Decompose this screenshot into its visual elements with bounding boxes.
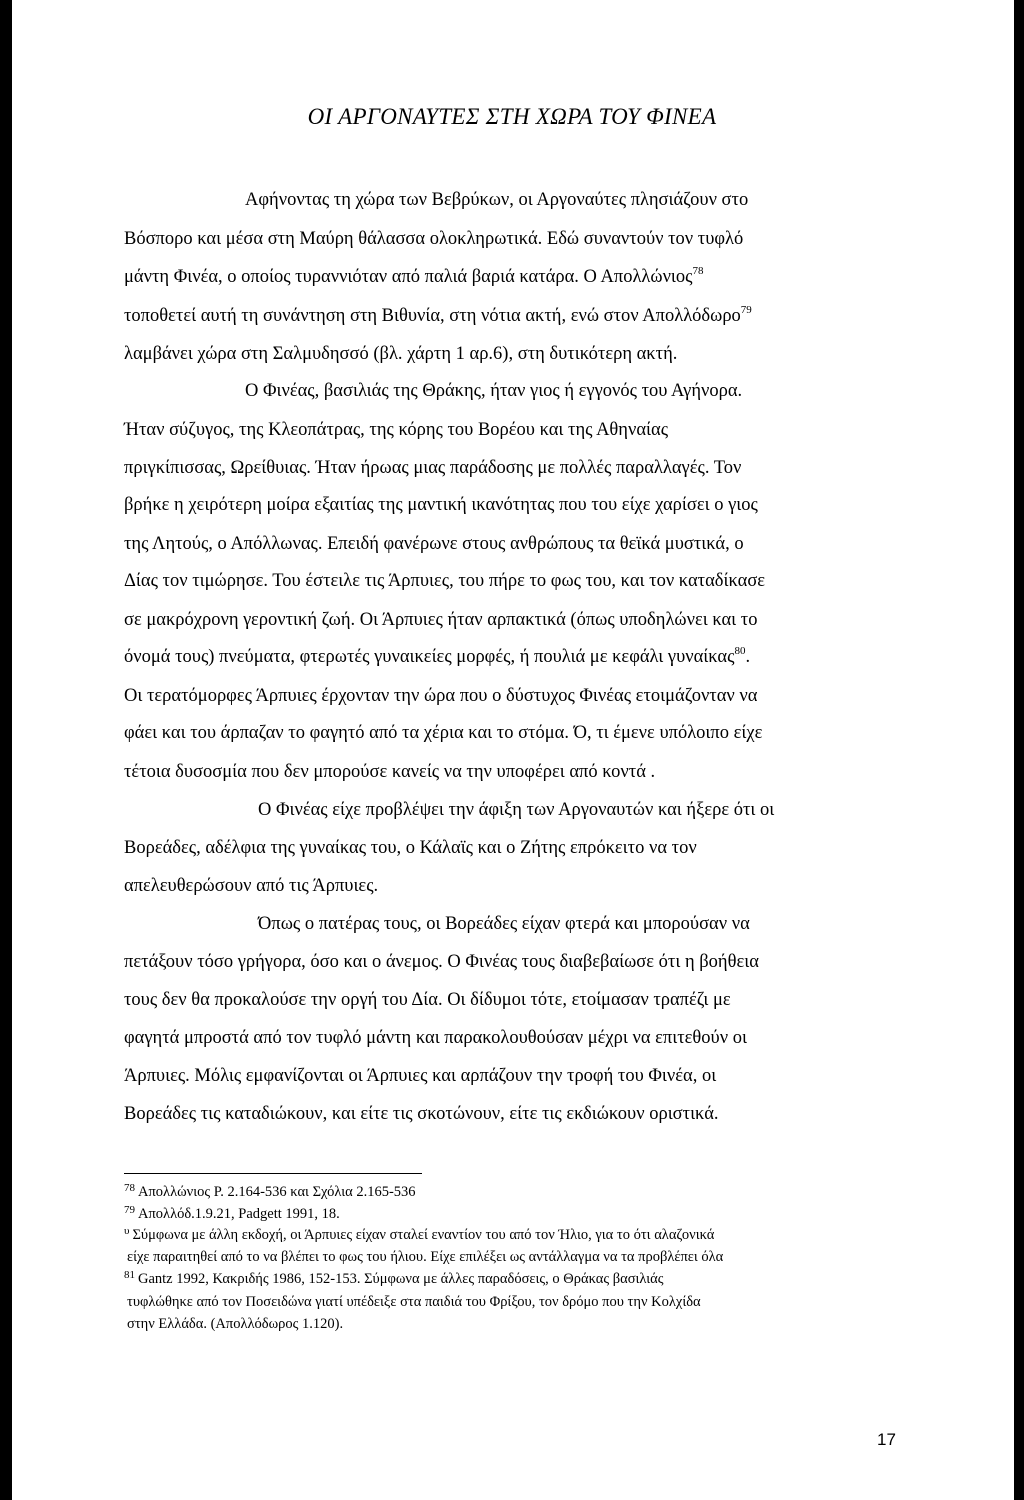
body-line: Ήταν σύζυγος, της Κλεοπάτρας, της κόρης του Βορέου και της Αθηναίας xyxy=(124,420,669,440)
footnote: $^{81}$ Gantz 1992, Κακριδής 1986, 152-153. Σύμφωνα με άλλες παραδόσεις, ο Θράκας βασιλιάς xyxy=(124,1269,664,1287)
footnote: είχε παραιτηθεί από το να βλέπει το φως του ήλιου. Είχε επιλέξει ως αντάλλαγμα να τα προβλέπει όλα xyxy=(127,1249,724,1265)
page-title: ΟΙ ΑΡΓΟΝΑΥΤΕΣ ΣΤΗ ΧΩΡΑ ΤΟΥ ΦΙΝΕΑ xyxy=(307,104,717,129)
body-line: τοποθετεί αυτή τη συνάντηση στη Βιθυνία, στη νότια ακτή, ενώ στον Απολλόδωρο$^{79}$ xyxy=(124,304,752,326)
footnote: στην Ελλάδα. (Απολλόδωρος 1.120). xyxy=(127,1316,344,1332)
body-line: βρήκε η χειρότερη μοίρα εξαιτίας της μαντική ικανότητας που του είχε χαρίσει ο γιος xyxy=(124,495,758,515)
footnote: τυφλώθηκε από τον Ποσειδώνα γιατί υπέδειξε στα παιδιά του Φρίξου, τον δρόμο που την Κολχίδα xyxy=(127,1294,701,1310)
footnote-ref: 80 xyxy=(734,645,746,657)
body-line: Όπως ο πατέρας τους, οι Βορεάδες είχαν φτερά και μπορούσαν να xyxy=(258,914,750,934)
body-line: τέτοια δυσοσμία που δεν μπορούσε κανείς να την υποφέρει από κοντά . xyxy=(124,762,656,782)
body-line: Ο Φινέας είχε προβλέψει την άφιξη των Αργοναυτών και ήξερε ότι οι xyxy=(258,800,775,820)
footnote-separator xyxy=(124,1173,422,1174)
footnote-ref: 78 xyxy=(692,265,704,277)
body-line: απελευθερώσουν από τις Άρπυιες. xyxy=(124,876,379,896)
body-line: Βορεάδες τις καταδιώκουν, και είτε τις σκοτώνουν, είτε τις εκδιώκουν οριστικά. xyxy=(124,1104,719,1124)
body-line: τους δεν θα προκαλούσε την οργή του Δία. Οι δίδυμοι τότε, ετοίμασαν τραπέζι με xyxy=(124,990,731,1010)
body-line: φαγητά μπροστά από τον τυφλό μάντη και παρακολουθούσαν μέχρι να επιτεθούν οι xyxy=(124,1028,747,1048)
body-line: Βορεάδες, αδέλφια της γυναίκας του, ο Κάλαϊς και ο Ζήτης επρόκειτο να τον xyxy=(124,838,697,858)
page-number: 17 xyxy=(877,1430,896,1449)
body-line: πετάξουν τόσο γρήγορα, όσο και ο άνεμος. Ο Φινέας τους διαβεβαίωσε ότι η βοήθεια xyxy=(124,952,759,972)
body-line: σε μακρόχρονη γεροντική ζωή. Οι Άρπυιες ήταν αρπακτικά (όπως υποδηλώνει και το xyxy=(124,610,758,630)
body-line: Οι τερατόμορφες Άρπυιες έρχονταν την ώρα που ο δύστυχος Φινέας ετοιμάζονταν να xyxy=(124,686,758,706)
body-line: Δίας τον τιμώρησε. Του έστειλε τις Άρπυιες, του πήρε το φως του, και τον καταδίκασε xyxy=(124,571,766,591)
footnote: $^{78}$ Απολλώνιος Ρ. 2.164-536 και Σχόλια 2.165-536 xyxy=(124,1182,416,1200)
footnote-ref: 79 xyxy=(740,304,752,316)
body-line: λαμβάνει χώρα στη Σαλμυδησσό (βλ. χάρτη 1 αρ.6), στη δυτικότερη ακτή. xyxy=(124,344,678,364)
body-line: φάει και του άρπαζαν το φαγητό από τα χέρια και το στόμα. Ό, τι έμενε υπόλοιπο είχε xyxy=(124,723,763,743)
footnote: $^\upsilon$ Σύμφωνα με άλλη εκδοχή, οι Άρπυιες είχαν σταλεί εναντίον του από τον Ήλιο, για το ότι αλαζονικά xyxy=(124,1225,715,1243)
footnote: $^{79}$ Απολλόδ.1.9.21, Padgett 1991, 18. xyxy=(124,1204,340,1222)
body-line: Άρπυιες. Μόλις εμφανίζονται οι Άρπυιες και αρπάζουν την τροφή του Φινέα, οι xyxy=(124,1066,717,1086)
body-line: πριγκίπισσας, Ωρείθυιας. Ήταν ήρωας μιας παράδοσης με πολλές παραλλαγές. Τον xyxy=(124,458,742,478)
body-line: Ο Φινέας, βασιλιάς της Θράκης, ήταν γιος ή εγγονός του Αγήνορα. xyxy=(245,381,743,401)
body-line: όνομά τους) πνεύματα, φτερωτές γυναικείες μορφές, ή πουλιά με κεφάλι γυναίκας$^{80}$. xyxy=(124,645,751,667)
body-line: Αφήνοντας τη χώρα των Βεβρύκων, οι Αργοναύτες πλησιάζουν στο xyxy=(245,190,749,210)
body-line: της Λητούς, ο Απόλλωνας. Επειδή φανέρωνε στους ανθρώπους τα θεϊκά μυστικά, ο xyxy=(124,534,744,554)
body-line: μάντη Φινέα, ο οποίος τυραννιόταν από παλιά βαριά κατάρα. Ο Απολλώνιος$^{78}$ xyxy=(124,265,704,287)
body-line: Βόσπορο και μέσα στη Μαύρη θάλασσα ολοκληρωτικά. Εδώ συναντούν τον τυφλό xyxy=(124,229,744,249)
